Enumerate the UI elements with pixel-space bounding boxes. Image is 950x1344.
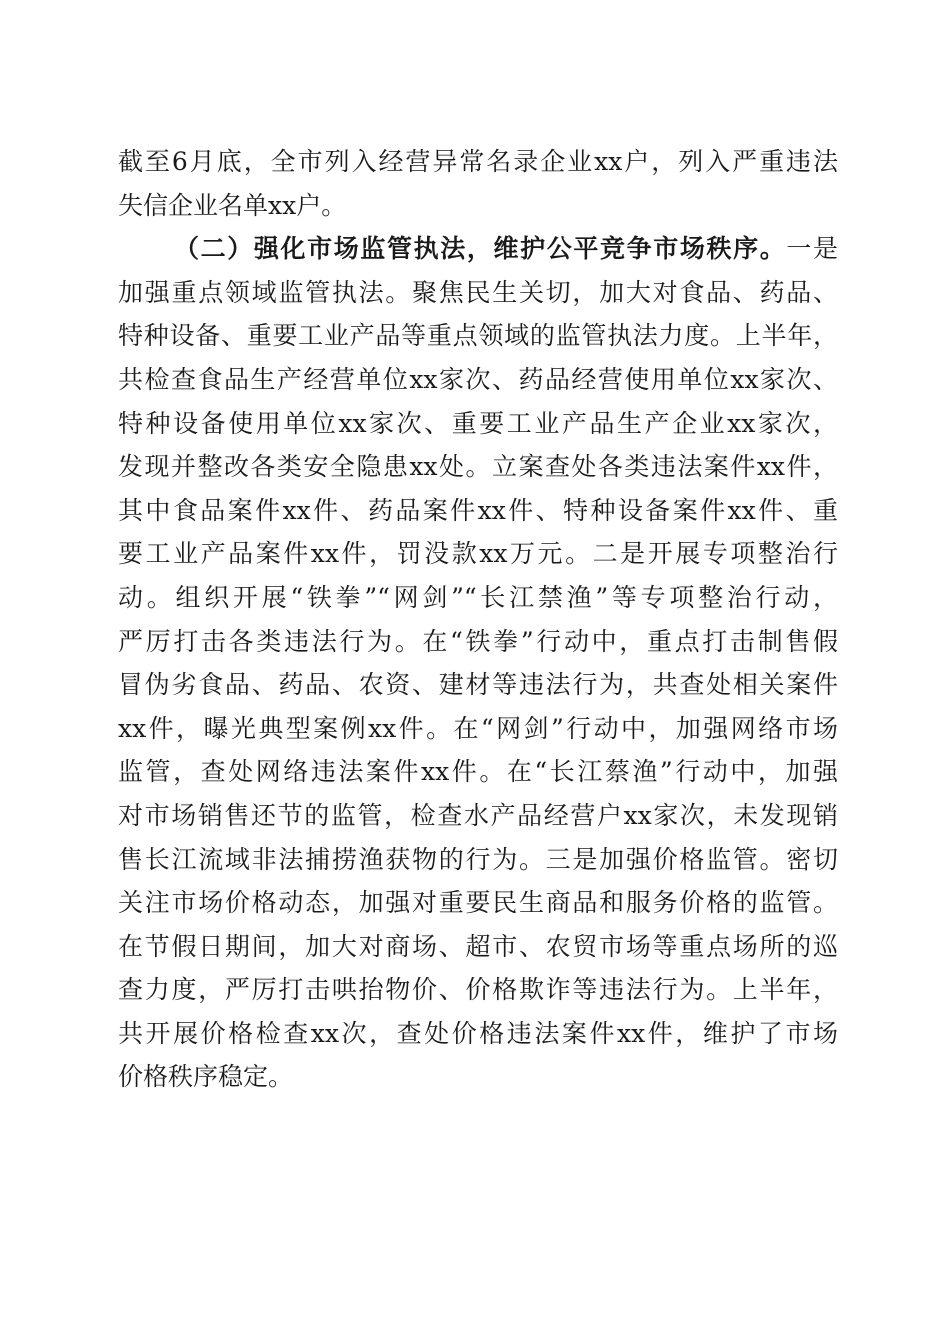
paragraph-2-line: 监管，查处网络违法案件xx件。在“长江蔡渔”行动中，加强 [118, 757, 838, 787]
paragraph-2-line: 严厉打击各类违法行为。在“铁拳”行动中，重点打击制售假 [118, 626, 838, 656]
paragraph-2-line: 售长江流域非法捕捞渔获物的行为。三是加强价格监管。密切 [118, 844, 838, 874]
paragraph-2-line: 其中食品案件xx件、药品案件xx件、特种设备案件xx件、重 [118, 495, 838, 525]
paragraph-2-line: 在节假日期间，加大对商场、超市、农贸市场等重点场所的巡 [118, 931, 838, 961]
document-body [118, 140, 838, 1099]
paragraph-2-first-line [118, 227, 838, 271]
paragraph-2-line: 要工业产品案件xx件，罚没款xx万元。二是开展专项整治行 [118, 539, 838, 569]
section-heading: （二）强化市场监管执法，维护公平竞争市场秩序。 [174, 234, 787, 264]
paragraph-2-first-line-rest: 一是 [786, 234, 838, 264]
paragraph-2-line: 动。组织开展“铁拳”“网剑”“长江禁渔”等专项整治行动， [118, 582, 838, 612]
paragraph-2-line: 特种设备使用单位xx家次、重要工业产品生产企业xx家次， [118, 408, 838, 438]
paragraph-1-line-1: 截至6月底，全市列入经营异常名录企业xx户，列入严重违法 [118, 147, 838, 176]
paragraph-2-line: 共检查食品生产经营单位xx家次、药品经营使用单位xx家次、 [118, 364, 838, 394]
paragraph-2-line: 冒伪劣食品、药品、农资、建材等违法行为，共查处相关案件 [118, 670, 838, 700]
paragraph-2-line: 加强重点领域监管执法。聚焦民生关切，加大对食品、药品、 [118, 277, 838, 307]
paragraph-1-line-2: 失信企业名单xx户。 [118, 190, 347, 220]
paragraph-2-line: 发现并整改各类安全隐患xx处。立案查处各类违法案件xx件， [118, 452, 838, 482]
paragraph-2-line: 价格秩序稳定。 [118, 1062, 294, 1092]
paragraph-2-line: 对市场销售还节的监管，检查水产品经营户xx家次，未发现销 [118, 800, 838, 830]
paragraph-2-line: 关注市场价格动态，加强对重要民生商品和服务价格的监管。 [118, 888, 838, 918]
paragraph-2-line: 共开展价格检查xx次，查处价格违法案件xx件，维护了市场 [118, 1018, 838, 1048]
paragraph-2-line: 查力度，严厉打击哄抬物价、价格欺诈等违法行为。上半年， [118, 975, 838, 1005]
paragraph-2-line: xx件，曝光典型案例xx件。在“网剑”行动中，加强网络市场 [118, 713, 838, 743]
paragraph-2-line: 特种设备、重要工业产品等重点领域的监管执法力度。上半年， [118, 321, 838, 351]
